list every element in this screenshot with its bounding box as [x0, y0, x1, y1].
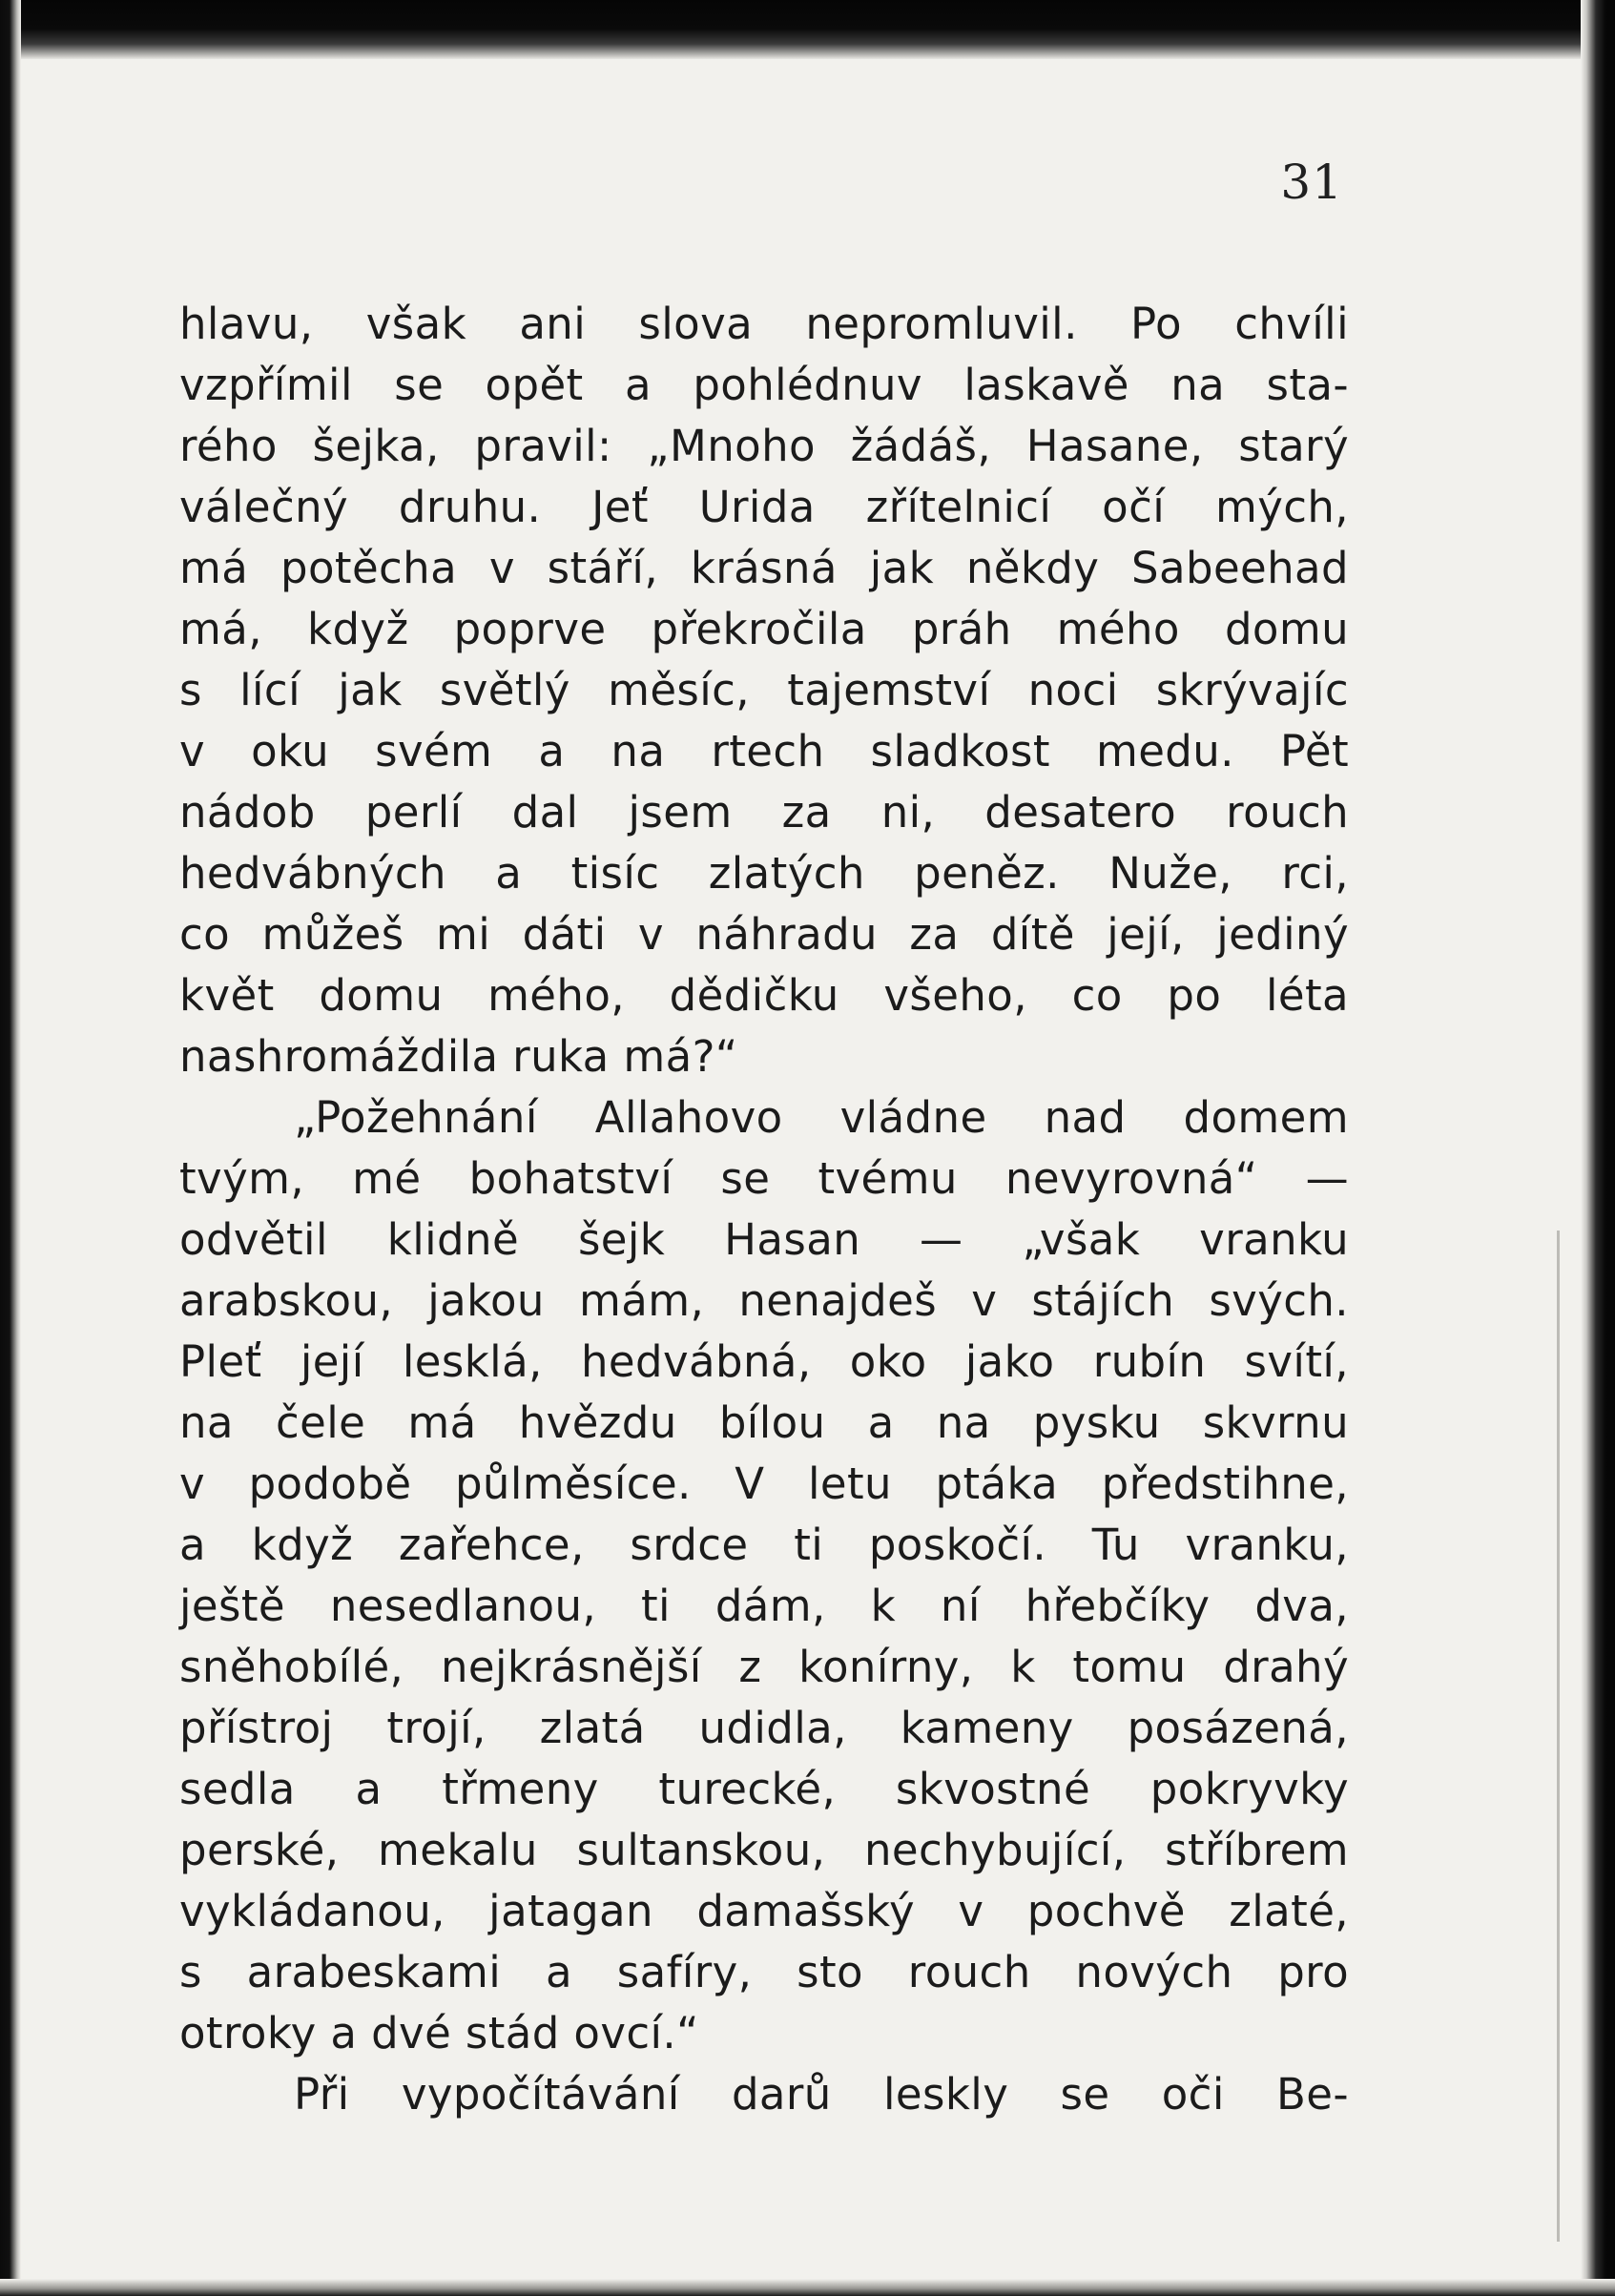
scan-border-left: [0, 0, 21, 2296]
text-line: otroky a dvé stád ovcí.“: [179, 2008, 699, 2058]
body-text: [179, 294, 1349, 2125]
text-line: s lící jak světlý měsíc, tajemství noci skrývajíc: [179, 665, 1349, 715]
text-line: odvětil klidně šejk Hasan — „však vranku: [179, 1214, 1349, 1265]
text-line: vzpřímil se opět a pohlédnuv laskavě na sta-: [179, 360, 1349, 410]
text-line: Pleť její lesklá, hedvábná, oko jako rubín svítí,: [179, 1336, 1349, 1387]
text-line: na čele má hvězdu bílou a na pysku skvrnu: [179, 1397, 1349, 1448]
text-line: perské, mekalu sultanskou, nechybující, stříbrem: [179, 1825, 1349, 1875]
text-line: rého šejka, pravil: „Mnoho žádáš, Hasane, starý: [179, 421, 1349, 471]
text-line: hedvábných a tisíc zlatých peněz. Nuže, rci,: [179, 848, 1349, 899]
text-line: má potěcha v stáří, krásná jak někdy Sabeehad: [179, 543, 1349, 593]
text-line: v oku svém a na rtech sladkost medu. Pět: [179, 726, 1349, 776]
text-line: Při vypočítávání darů leskly se oči Be-: [294, 2069, 1349, 2120]
text-line: má, když poprve překročila práh mého domu: [179, 604, 1349, 654]
text-line: „Požehnání Allahovo vládne nad domem: [294, 1092, 1349, 1143]
text-line: a když zařehce, srdce ti poskočí. Tu vranku,: [179, 1520, 1349, 1570]
text-line: v podobě půlměsíce. V letu ptáka předstihne,: [179, 1458, 1349, 1509]
page-edge-shadow: [1557, 1231, 1560, 2242]
text-line: tvým, mé bohatství se tvému nevyrovná“ —: [179, 1153, 1349, 1204]
text-line: sněhobílé, nejkrásnější z konírny, k tomu drahý: [179, 1642, 1349, 1692]
text-line: s arabeskami a safíry, sto rouch nových pro: [179, 1947, 1349, 1997]
text-line: přístroj trojí, zlatá udidla, kameny posázená,: [179, 1703, 1349, 1753]
text-line: květ domu mého, dědičku všeho, co po léta: [179, 970, 1349, 1021]
scan-border-bottom: [0, 2279, 1615, 2296]
scan-border-right: [1581, 0, 1615, 2296]
text-line: co můžeš mi dáti v náhradu za dítě její, jediný: [179, 909, 1349, 960]
text-line: nashromáždila ruka má?“: [179, 1031, 738, 1082]
text-line: arabskou, jakou mám, nenajdeš v stájích svých.: [179, 1275, 1349, 1326]
text-line: ještě nesedlanou, ti dám, k ní hřebčíky dva,: [179, 1581, 1349, 1631]
scan-border-top: [0, 0, 1615, 59]
text-line: válečný druhu. Jeť Urida zřítelnicí očí mých,: [179, 482, 1349, 532]
text-line: hlavu, však ani slova nepromluvil. Po chvíli: [179, 299, 1349, 349]
text-line: sedla a třmeny turecké, skvostné pokryvky: [179, 1764, 1349, 1814]
page-number: 31: [1280, 155, 1343, 210]
text-line: nádob perlí dal jsem za ni, desatero rouch: [179, 787, 1349, 838]
text-line: vykládanou, jatagan damašský v pochvě zlaté,: [179, 1886, 1349, 1936]
